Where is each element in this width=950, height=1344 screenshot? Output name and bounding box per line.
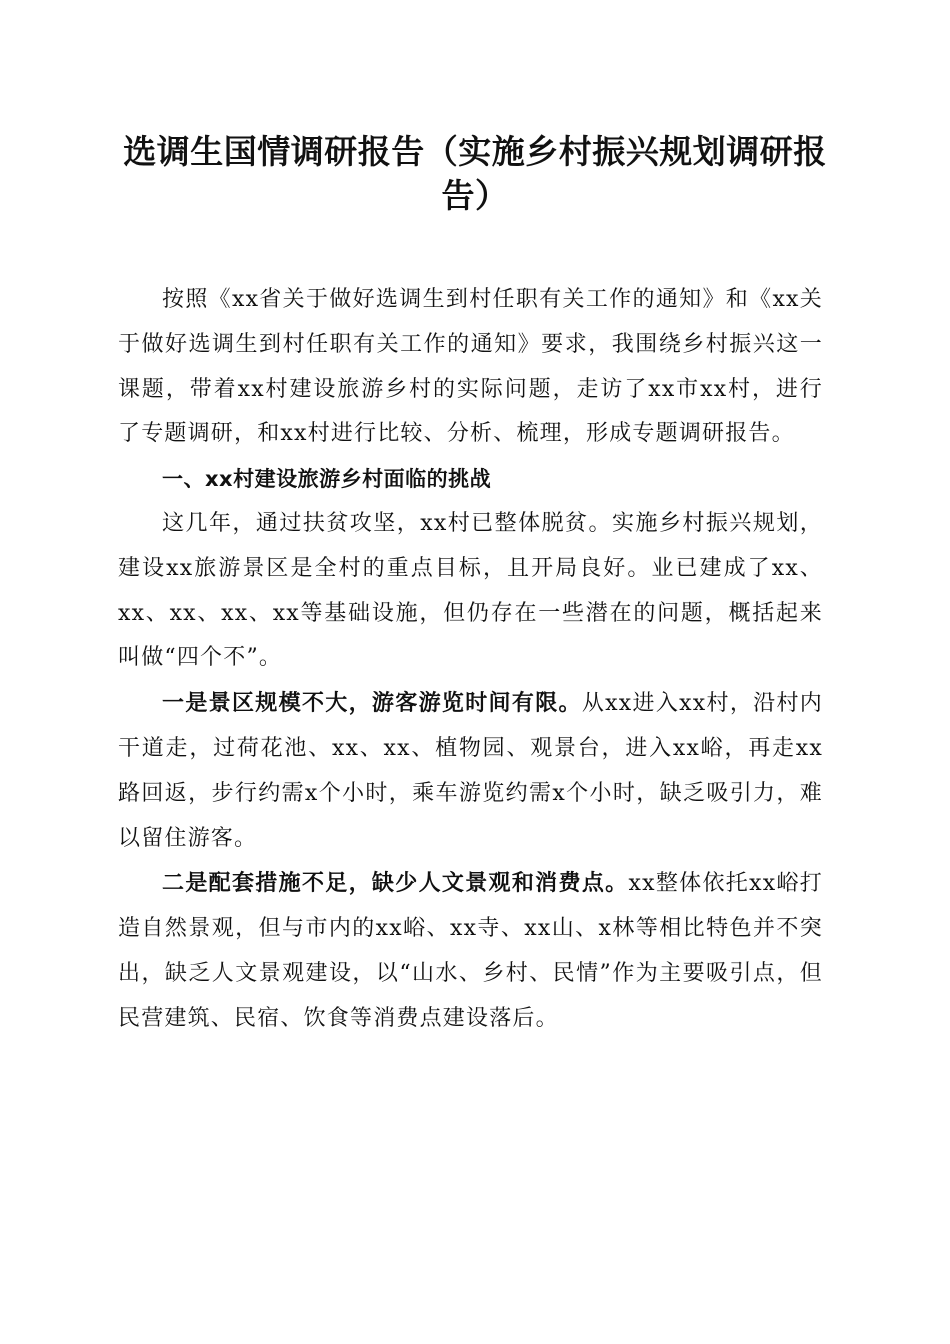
section-heading-1: 一、xx村建设旅游乡村面临的挑战 xyxy=(162,467,492,492)
point2-lead: 二是配套措施不足，缺少人文景观和消费点。 xyxy=(162,870,629,897)
point1-text: 从xx进入xx村，沿村内干道走，过荷花池、xx、xx、植物园、观景台，进入xx峪，再走xx路回返，步行约需x个小时，乘车游览约需x个小时，缺乏吸引力，难以留住游客。 xyxy=(118,691,823,851)
point1-paragraph xyxy=(118,681,823,861)
section1-paragraph: 这几年，通过扶贫攻坚，xx村已整体脱贫。实施乡村振兴规划，建设xx旅游景区是全村的重点目标，且开局良好。业已建成了xx、xx、xx、xx、xx等基础设施，但仍存在一些潜在的问题，概括起来叫做“四个不”。 xyxy=(118,510,823,671)
document-body xyxy=(118,278,823,1042)
point2-text: xx整体依托xx峪打造自然景观，但与市内的xx峪、xx寺、xx山、x林等相比特色并不突出，缺乏人文景观建设，以“山水、乡村、民情”作为主要吸引点，但民营建筑、民宿、饮食等消费点建设落后。 xyxy=(118,871,823,1031)
point1-lead: 一是景区规模不大，游客游览时间有限。 xyxy=(162,690,582,717)
document-title: 选调生国情调研报告（实施乡村振兴规划调研报告） xyxy=(123,132,827,215)
intro-paragraph: 按照《xx省关于做好选调生到村任职有关工作的通知》和《xx关于做好选调生到村任职有关工作的通知》要求，我围绕乡村振兴这一课题，带着xx村建设旅游乡村的实际问题，走访了xx市xx村，进行了专题调研，和xx村进行比较、分析、梳理，形成专题调研报告。 xyxy=(118,287,823,447)
point2-paragraph xyxy=(118,861,823,1041)
